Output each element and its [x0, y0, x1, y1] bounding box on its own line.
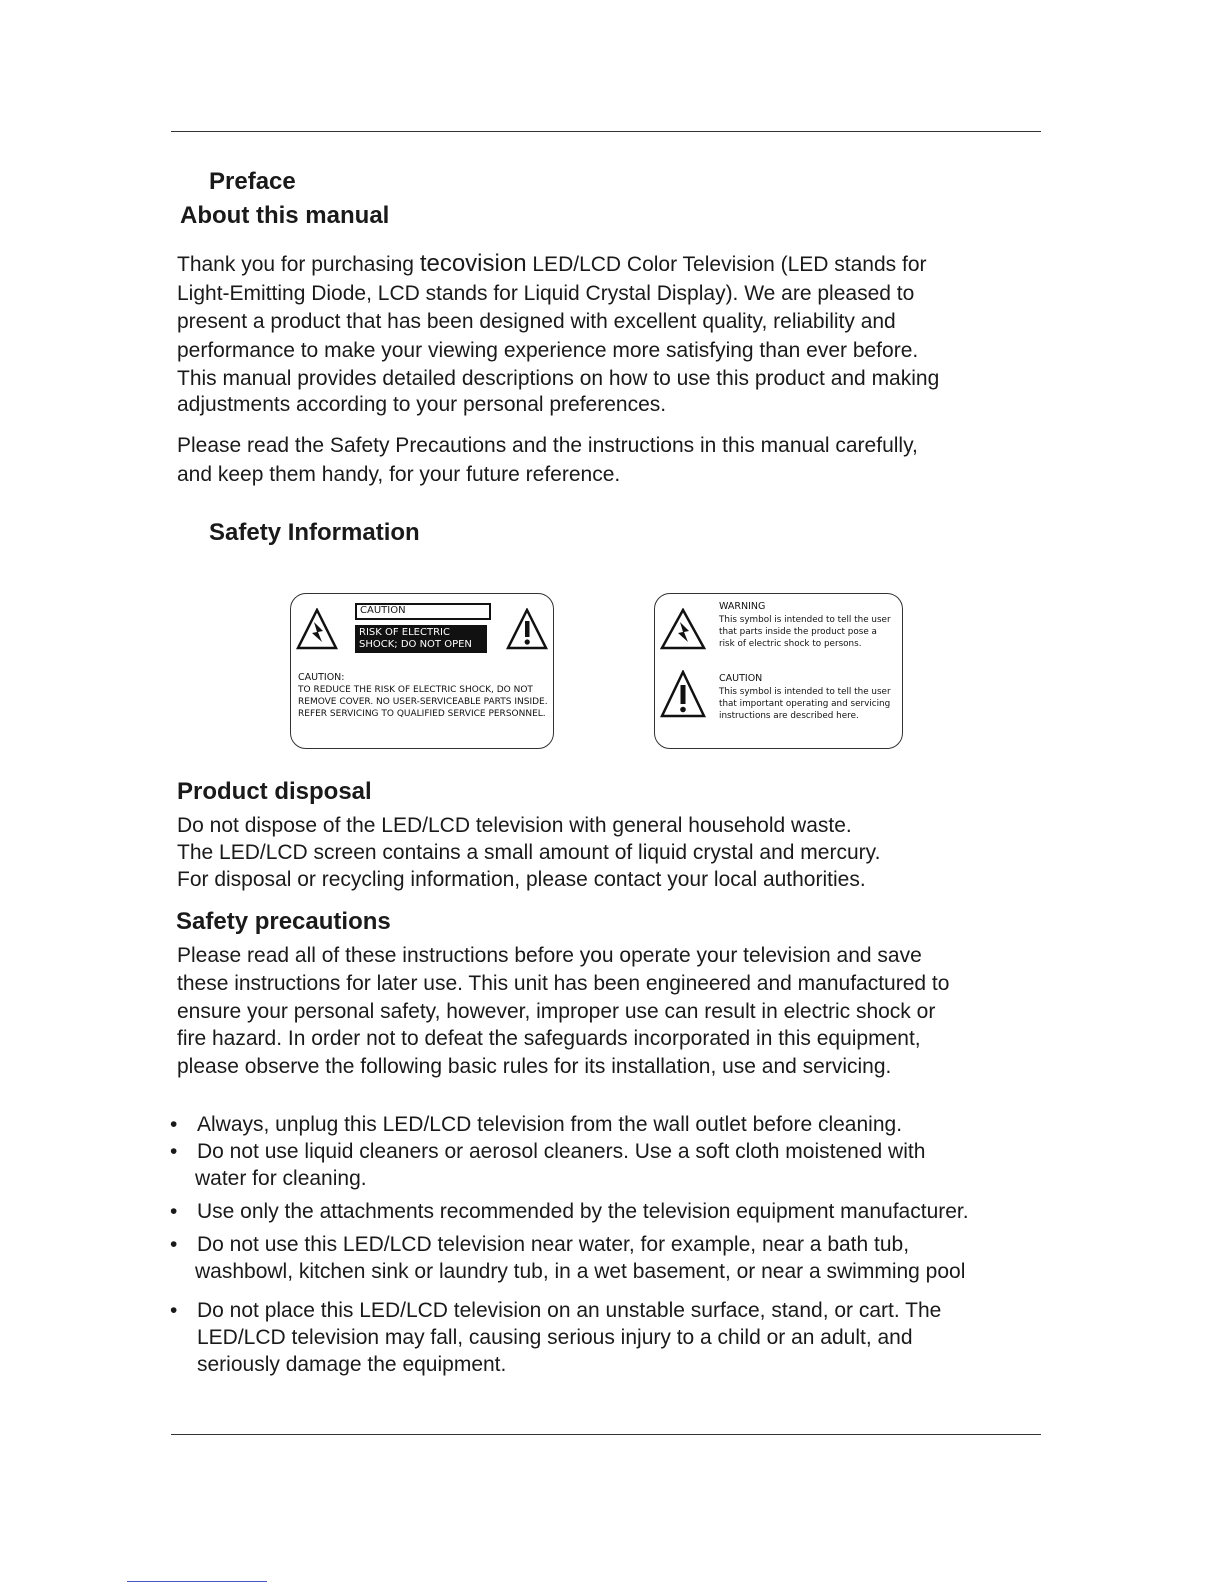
lightning-warning-icon — [296, 608, 338, 650]
precautions-line-5: please observe the following basic rules for its installation, use and servicing. — [177, 1055, 892, 1079]
list-item-line: Do not use this LED/LCD television near water, for example, near a bath tub, — [197, 1233, 910, 1256]
lightning-warning-icon — [660, 608, 706, 650]
para2-line-1: Please read the Safety Precautions and the instructions in this manual carefully, — [177, 434, 918, 457]
caution-label — [290, 593, 554, 749]
list-item — [170, 1297, 969, 1378]
list-item-line: Do not use liquid cleaners or aerosol cleaners. Use a soft cloth moistened with — [197, 1140, 926, 1163]
warning-line-1: This symbol is intended to tell the user — [719, 615, 891, 625]
precautions-paragraph — [177, 942, 949, 1081]
list-item-line: water for cleaning. — [195, 1167, 367, 1190]
list-item — [170, 1111, 969, 1138]
caution-frame: CAUTION — [355, 603, 491, 620]
safety-precautions-heading: Safety precautions — [176, 908, 391, 935]
brand-name: tecovision — [419, 250, 527, 277]
band-line-1: RISK OF ELECTRIC — [359, 627, 450, 638]
legend-caution-line-3: instructions are described here. — [719, 711, 859, 721]
list-item-line: LED/LCD television may fall, causing serious injury to a child or an adult, and — [197, 1326, 913, 1349]
safety-information-heading: Safety Information — [209, 519, 420, 546]
read-carefully-paragraph — [177, 432, 918, 489]
about-line-5: This manual provides detailed descriptions on how to use this product and making — [177, 367, 940, 390]
about-paragraph — [177, 250, 939, 419]
caution-text-line-2: REMOVE COVER. NO USER-SERVICEABLE PARTS INSIDE. — [298, 697, 548, 707]
precautions-line-1: Please read all of these instructions before you operate your television and save — [177, 944, 922, 967]
legend-caution-line-1: This symbol is intended to tell the user — [719, 687, 891, 697]
disposal-paragraph — [177, 812, 880, 893]
disposal-line-1: Do not dispose of the LED/LCD television with general household waste. — [177, 814, 852, 837]
top-rule — [171, 131, 1041, 132]
safety-rules-list — [170, 1111, 969, 1378]
symbol-legend-label — [654, 593, 903, 749]
warning-line-2: that parts inside the product pose a — [719, 627, 877, 637]
list-item — [170, 1198, 969, 1225]
legend-caution-title: CAUTION — [719, 673, 763, 684]
product-disposal-heading: Product disposal — [177, 778, 372, 805]
exclamation-warning-icon — [660, 670, 706, 718]
para2-line-2: and keep them handy, for your future reference. — [177, 462, 621, 486]
list-item-line: Always, unplug this LED/LCD television from the wall outlet before cleaning. — [197, 1113, 903, 1136]
about-line-2: Light-Emitting Diode, LCD stands for Liquid Crystal Display). We are pleased to — [177, 281, 915, 305]
precautions-line-4: fire hazard. In order not to defeat the safeguards incorporated in this equipment, — [177, 1027, 921, 1051]
precautions-line-3: ensure your personal safety, however, improper use can result in electric shock or — [177, 999, 936, 1023]
about-line-3: present a product that has been designed with excellent quality, reliability and — [177, 310, 896, 333]
bullet-icon: • — [170, 1233, 178, 1256]
band-line-2: SHOCK; DO NOT OPEN — [359, 639, 472, 650]
bullet-icon: • — [170, 1140, 178, 1163]
list-item-line: Do not place this LED/LCD television on an unstable surface, stand, or cart. The — [197, 1299, 942, 1322]
list-item-line: seriously damage the equipment. — [197, 1353, 507, 1376]
list-item-line: Use only the attachments recommended by the television equipment manufacturer. — [197, 1200, 969, 1223]
bottom-rule — [171, 1434, 1041, 1435]
exclamation-warning-icon — [506, 608, 548, 650]
disposal-line-2: The LED/LCD screen contains a small amount of liquid crystal and mercury. — [177, 841, 881, 864]
bullet-icon: • — [170, 1299, 178, 1322]
about-line-6: adjustments according to your personal preferences. — [177, 392, 667, 416]
footer-underline — [127, 1581, 267, 1582]
about-line-1: Thank you for purchasing tecovision LED/LCD Color Television (LED stands for — [177, 250, 927, 277]
caution-text-title: CAUTION: — [298, 672, 345, 683]
caution-text-line-3: REFER SERVICING TO QUALIFIED SERVICE PERSONNEL. — [298, 709, 546, 719]
warning-line-3: risk of electric shock to persons. — [719, 639, 862, 649]
precautions-line-2: these instructions for later use. This unit has been engineered and manufactured to — [177, 971, 950, 995]
about-manual-heading: About this manual — [180, 202, 390, 229]
bullet-icon: • — [170, 1113, 178, 1136]
list-item — [170, 1138, 969, 1192]
list-item — [170, 1231, 969, 1285]
about-line-4: performance to make your viewing experience more satisfying than ever before. — [177, 338, 919, 362]
bullet-icon: • — [170, 1200, 178, 1223]
list-item-line: washbowl, kitchen sink or laundry tub, in a wet basement, or near a swimming pool — [195, 1260, 966, 1283]
legend-caution-line-2: that important operating and servicing — [719, 699, 891, 709]
caution-text-line-1: TO REDUCE THE RISK OF ELECTRIC SHOCK, DO NOT — [298, 685, 533, 695]
warning-title: WARNING — [719, 601, 766, 612]
risk-shock-band — [355, 625, 487, 653]
disposal-line-3: For disposal or recycling information, please contact your local authorities. — [177, 868, 866, 891]
preface-heading: Preface — [209, 168, 296, 195]
